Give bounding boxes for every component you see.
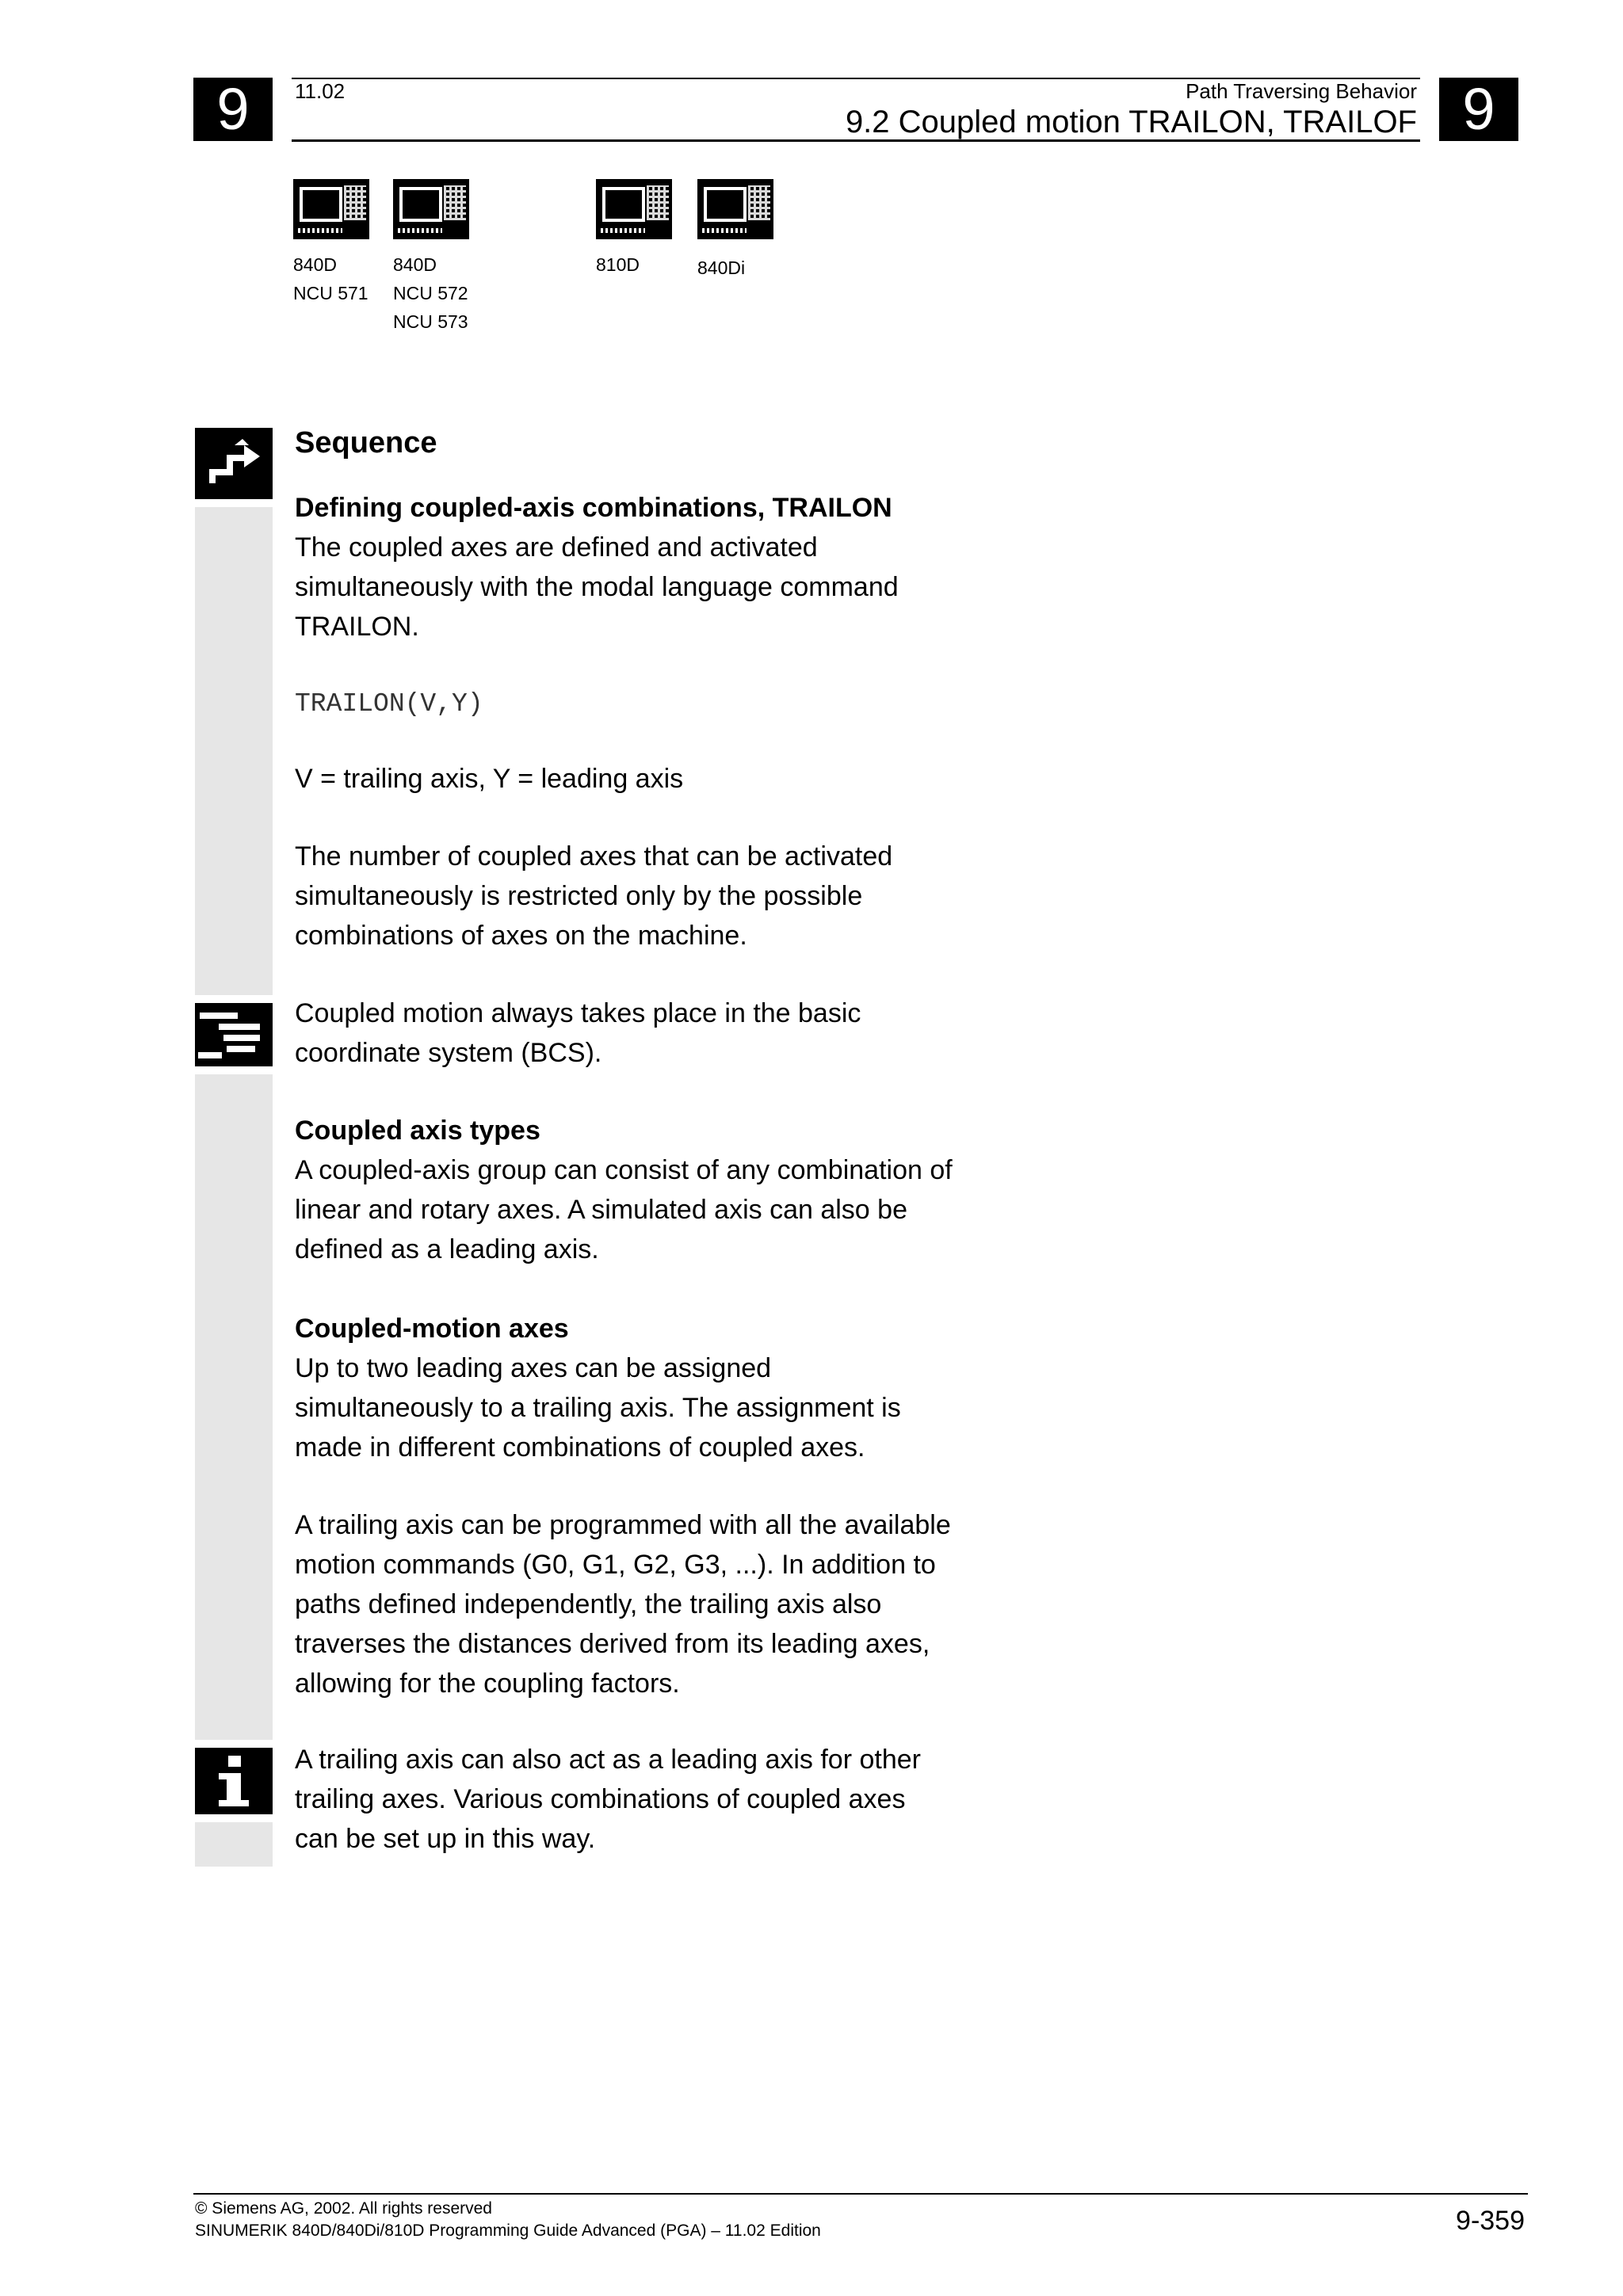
paragraph-info: A trailing axis can also act as a leading axis for other trailing axes. Various combinations of coupled axes can be set up in this way.: [295, 1745, 921, 1854]
margin-gap: [195, 1740, 273, 1748]
margin-gap: [195, 1066, 273, 1074]
sequence-arrow-icon: [195, 428, 273, 499]
block-axis-types: [295, 1111, 953, 1269]
controller-panel-icon: [697, 179, 773, 239]
chapter-badge-left: 9: [193, 78, 273, 141]
paragraph: Up to two leading axes can be assigned simultaneously to a trailing axis. The assignment is made in different combinations of coupled axes.: [295, 1353, 901, 1463]
controller-label: NCU 572: [393, 283, 468, 303]
margin-bar: [195, 428, 273, 1867]
header-date: 11.02: [295, 79, 346, 103]
controller-label: NCU 573: [393, 311, 468, 332]
paragraph: The number of coupled axes that can be activated simultaneously is restricted only by the possible combinations of axes on the machine.: [295, 841, 893, 951]
header-rule-bottom: [292, 139, 1420, 142]
controller-panel-icon: [293, 179, 369, 239]
controller-label: 840D: [293, 254, 337, 275]
paragraph: A coupled-axis group can consist of any combination of linear and rotary axes. A simulated axis can also be defined as a leading axis.: [295, 1155, 953, 1264]
header-section-title: 9.2 Coupled motion TRAILON, TRAILOF: [845, 105, 1417, 139]
subheading-motion-axes: Coupled-motion axes: [295, 1314, 569, 1344]
page-number: 9-359: [1456, 2206, 1525, 2236]
sequence-heading: Sequence: [295, 426, 437, 460]
info-icon: [195, 1748, 273, 1814]
footer-doc-title: SINUMERIK 840D/840Di/810D Programming Guide Advanced (PGA) – 11.02 Edition: [195, 2222, 821, 2240]
footer-rule: [193, 2193, 1528, 2195]
pointing-hand-icon: [195, 1003, 273, 1066]
margin-gap: [195, 499, 273, 507]
chapter-badge-right: 9: [1439, 78, 1518, 141]
subheading-axis-types: Coupled axis types: [295, 1116, 540, 1146]
controller-panel-icon: [393, 179, 469, 239]
code-trailon: TRAILON(V,Y): [295, 689, 483, 719]
header-chapter-title: Path Traversing Behavior: [1186, 79, 1417, 103]
paragraph: The coupled axes are defined and activated simultaneously with the modal language command TRAILON.: [295, 532, 899, 642]
controller-810d: [596, 179, 672, 279]
controller-label: 840Di: [697, 257, 746, 278]
margin-gap: [195, 1814, 273, 1822]
controller-840di: [697, 179, 773, 282]
subheading-trailon: Defining coupled-axis combinations, TRAILON: [295, 493, 892, 523]
footer-copyright: © Siemens AG, 2002. All rights reserved: [195, 2199, 492, 2218]
controller-panel-icon: [596, 179, 672, 239]
controller-840d-ncu572-573: [393, 179, 469, 336]
controller-label: NCU 571: [293, 283, 369, 303]
block-motion-axes: [295, 1309, 953, 1467]
paragraph-note: Coupled motion always takes place in the basic coordinate system (BCS).: [295, 998, 861, 1068]
paragraph: A trailing axis can be programmed with all the available motion commands (G0, G1, G2, G3, ...). In addition to paths defined independently, the trailing axis also traverses the distances derived from its leading axes, allowing for the coupling factors.: [295, 1510, 951, 1699]
controller-840d-ncu571: [293, 179, 369, 307]
block-trailon: [295, 488, 953, 646]
controller-label: 810D: [596, 254, 640, 275]
controller-label: 840D: [393, 254, 437, 275]
margin-gap: [195, 995, 273, 1003]
paragraph-axes-legend: V = trailing axis, Y = leading axis: [295, 764, 684, 794]
